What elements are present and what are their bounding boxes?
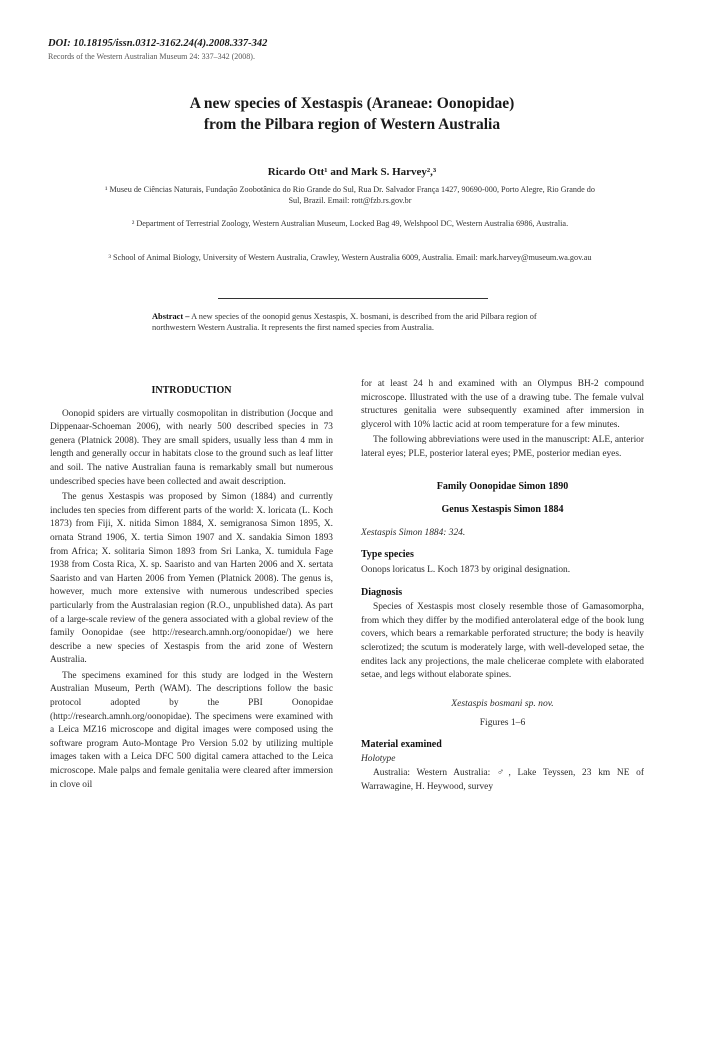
- material-examined-heading: Material examined: [361, 738, 442, 750]
- species-heading: Xestaspis bosmani sp. nov.: [451, 697, 554, 709]
- abstract-text: A new species of the oonopid genus Xestaspis, X. bosmani, is described from the arid Pilbara region of northwestern Western Australia. It represents the first named species from Australia.: [152, 312, 537, 332]
- family-heading: Family Oonopidae Simon 1890: [436, 480, 569, 492]
- introduction-heading: INTRODUCTION: [151, 385, 232, 396]
- authors: Ricardo Ott¹ and Mark S. Harvey²,³: [267, 166, 437, 178]
- affiliation-3: ³ School of Animal Biology, University of Western Australia, Crawley, Western Australia 6009, Australia. Email: mark.harvey@museum.wa.gov.au: [108, 253, 592, 262]
- affiliation-1: ¹ Museu de Ciências Naturais, Fundação Zoobotânica do Rio Grande do Sul, Rua Dr. Salvador França 1427, 90690-000, Porto Alegre, Rio Grande do Sul, Brazil. Email: rott@fzb.rs.gov.br: [105, 185, 595, 205]
- right-column: [361, 378, 644, 796]
- divider: [218, 298, 488, 299]
- journal-citation: Records of the Western Australian Museum 24: 337–342 (2008).: [48, 52, 255, 61]
- holotype-text: Australia: Western Australia: ♂, Lake Teyssen, 23 km NE of Warrawagine, H. Heywood, survey: [361, 768, 644, 792]
- doi-line: DOI: 10.18195/issn.0312-3162.24(4).2008.337-342: [48, 38, 268, 49]
- type-species-heading: Type species: [361, 549, 414, 561]
- methods-paragraph-2: The following abbreviations were used in the manuscript: ALE, anterior lateral eyes; PLE, posterior lateral eyes; PME, posterior median eyes.: [361, 435, 644, 459]
- abstract: [152, 311, 550, 333]
- type-species-text: Oonops loricatus L. Koch 1873 by original designation.: [361, 564, 571, 575]
- intro-paragraph-2: The genus Xestaspis was proposed by Simon (1884) and currently includes ten species from different parts of the world: X. loricata (L. Koch 1873) from Fiji, X. nitida Simon 1884, X. semigranosa Simon 1895, X. ornata Strand 1906, X. tertia Simon 1907 and X. sandakia Simon 1893 from Africa; X. solitaria Simon 1893 from Sri Lanka, X. tumidula Fage 1938 from Costa Rica, X. sp. Saaristo and van Harten 2006 and X. sertata Saaristo and van Harten 2006 from Yemen (Platnick 2008). The genus is, however, much more extensive with numerous undescribed species particularly from the Australasian region (R.O., unpublished data). As part of a large-scale review of the genera associated with a global review of the family Oonopidae (see http://research.amnh.org/oonopidae/) we here describe a new species of Xestaspis from the arid zone of Western Australia.: [50, 492, 333, 666]
- left-column: [50, 378, 333, 794]
- genus-heading: Genus Xestaspis Simon 1884: [441, 504, 564, 516]
- diagnosis-heading: Diagnosis: [361, 586, 403, 598]
- paper-title: [0, 93, 704, 135]
- intro-paragraph-3: The specimens examined for this study are lodged in the Western Australian Museum, Perth (WAM). The descriptions follow the basic protocol adopted by the PBI Oonopidae (http://research.amnh.org/oonopidae). The specimens were examined with a Leica MZ16 microscope and digital images were composed using the software program Auto-Montage Pro Version 5.02 by utilizing multiple images taken with a Leica DFC 500 digital camera attached to the Leica microscope. Male palps and female genitalia were cleared after immersion in clove oil: [50, 670, 333, 790]
- diagnosis-text: Species of Xestaspis most closely resemble those of Gamasomorpha, from which they differ by the modified anterolateral edge of the book lung covers, which bears a remarkable perforated structure; the body is heavily sclerotized; the scutum is moderately large, with well-developed setae, the endites lack any projections, the male chelicerae complete with elaborated setae, and legs without elaborate spines.: [361, 602, 644, 681]
- affiliation-2: ² Department of Terrestrial Zoology, Western Australian Museum, Locked Bag 49, Welshpool DC, Western Australia 6986, Australia.: [131, 219, 569, 228]
- title-line-1: A new species of Xestaspis (Araneae: Oonopidae): [189, 95, 515, 112]
- figures-reference: Figures 1–6: [479, 717, 526, 729]
- holotype-label: Holotype: [361, 754, 396, 765]
- abstract-label: Abstract –: [152, 312, 190, 321]
- methods-paragraph-1: for at least 24 h and examined with an Olympus BH-2 compound microscope. Illustrated with the use of a drawing tube. The female vulval structures genitalia were subsequently examined after immersion in glycerol with 10% lactic acid at room temperature for a few minutes.: [361, 379, 644, 430]
- intro-paragraph-1: Oonopid spiders are virtually cosmopolitan in distribution (Jocque and Dippenaar-Schoeman 2006), with nearly 500 described species in 73 genera (Platnick 2008). They are small spiders, usually less than 4 mm in length and generally occur in habitats close to the ground such as leaf litter and soil. The native Australian fauna is remarkably small but numerous undescribed species have been collected and await description.: [50, 408, 333, 487]
- genus-citation: Xestaspis Simon 1884: 324.: [361, 527, 466, 538]
- title-line-2: from the Pilbara region of Western Australia: [203, 116, 501, 133]
